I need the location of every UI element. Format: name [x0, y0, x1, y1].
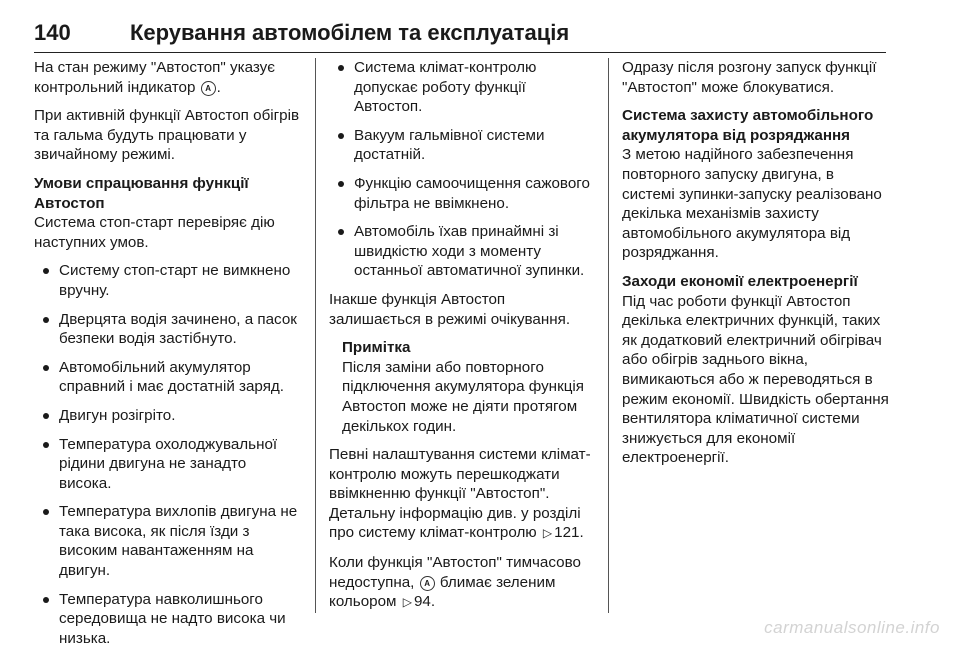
page-number: 140: [34, 20, 71, 45]
note-text: Після заміни або повторного підключення акумулятора функція Автостоп може не діяти протягом декількох годин.: [342, 358, 585, 435]
column-left: [34, 58, 300, 657]
page-header: [34, 18, 886, 53]
paragraph: Система стоп-старт перевіряє дію наступних умов.: [34, 214, 275, 251]
paragraph: На стан режиму "Автостоп" указує контрольний індикатор A .: [34, 59, 275, 96]
list-item: Автомобіль їхав принаймні зі швидкістю ходи з моменту останньої автоматичної зупинки.: [329, 222, 597, 281]
list-item: Дверцята водія зачинено, а пасок безпеки водія застібнуто.: [34, 310, 300, 349]
note-box: [329, 338, 597, 436]
page-reference-link[interactable]: 121.: [554, 524, 584, 542]
list-item: Автомобільний акумулятор справний і має достатній заряд.: [34, 358, 300, 397]
reference-arrow-icon: ▷: [542, 526, 553, 541]
paragraph: Інакше функція Автостоп залишається в режимі очікування.: [329, 290, 571, 328]
conditions-list: [34, 261, 300, 648]
conditions-list-continued: [329, 58, 597, 281]
watermark: carmanualsonline.info: [764, 618, 940, 637]
paragraph: При активній функції Автостоп обігрів та гальма будуть працювати у звичайному режимі.: [34, 107, 300, 164]
section-heading: Заходи економії електроенергії: [622, 272, 858, 290]
list-item: Вакуум гальмівної системи достатній.: [329, 126, 597, 165]
paragraph: Під час роботи функції Автостоп декілька електричних функцій, таких як додатковий електричний обігрівач або обігрів заднього вікна, вимикаються або ж переводяться в режим економії. Швидкість обертання вентилятора кліматичної системи знижується для економії електроенергії.: [622, 292, 889, 467]
paragraph: Коли функція "Автостоп" тимчасово недоступна, A блимає зеленим кольором ▷ 94.: [329, 553, 597, 613]
paragraph: З метою надійного забезпечення повторного запуску двигуна, в системі зупинки-запуску реалізовано декілька механізмів захисту автомобільного акумулятора від розряджання.: [622, 146, 882, 262]
autostop-indicator-icon: A: [201, 81, 216, 96]
chapter-title: Керування автомобілем та експлуатація: [130, 20, 570, 45]
list-item: Температура навколишнього середовища не надто висока чи низька.: [34, 590, 300, 649]
list-item: Температура охолоджувальної рідини двигуна не занадто висока.: [34, 435, 300, 494]
section-heading: Умови спрацювання функції Автостоп: [34, 174, 249, 212]
list-item: Система клімат-контролю допускає роботу функції Автостоп.: [329, 58, 597, 117]
list-item: Температура вихлопів двигуна не така висока, як після їзди з високим навантаженням на двигун.: [34, 502, 300, 580]
reference-arrow-icon: ▷: [402, 595, 412, 610]
column-middle: [329, 58, 597, 622]
section-heading: Система захисту автомобільного акумулятора від розряджання: [622, 107, 874, 144]
paragraph: Одразу після розгону запуск функції "Автостоп" може блокуватися.: [622, 59, 877, 96]
page-reference-link[interactable]: 94.: [413, 593, 436, 611]
list-item: Двигун розігріто.: [34, 406, 300, 426]
note-title: Примітка: [342, 339, 411, 357]
paragraph: Певні налаштування системи клімат-контролю можуть перешкоджати ввімкненню функції "Автостоп". Детальну інформацію див. у розділі про систему клімат-контролю ▷ 121.: [329, 445, 597, 544]
column-divider: [315, 58, 316, 613]
list-item: Функцію самоочищення сажового фільтра не ввімкнено.: [329, 174, 597, 213]
column-right: [622, 58, 890, 477]
column-divider: [608, 58, 609, 613]
list-item: Систему стоп-старт не вимкнено вручну.: [34, 261, 300, 300]
autostop-indicator-icon: A: [420, 576, 435, 591]
